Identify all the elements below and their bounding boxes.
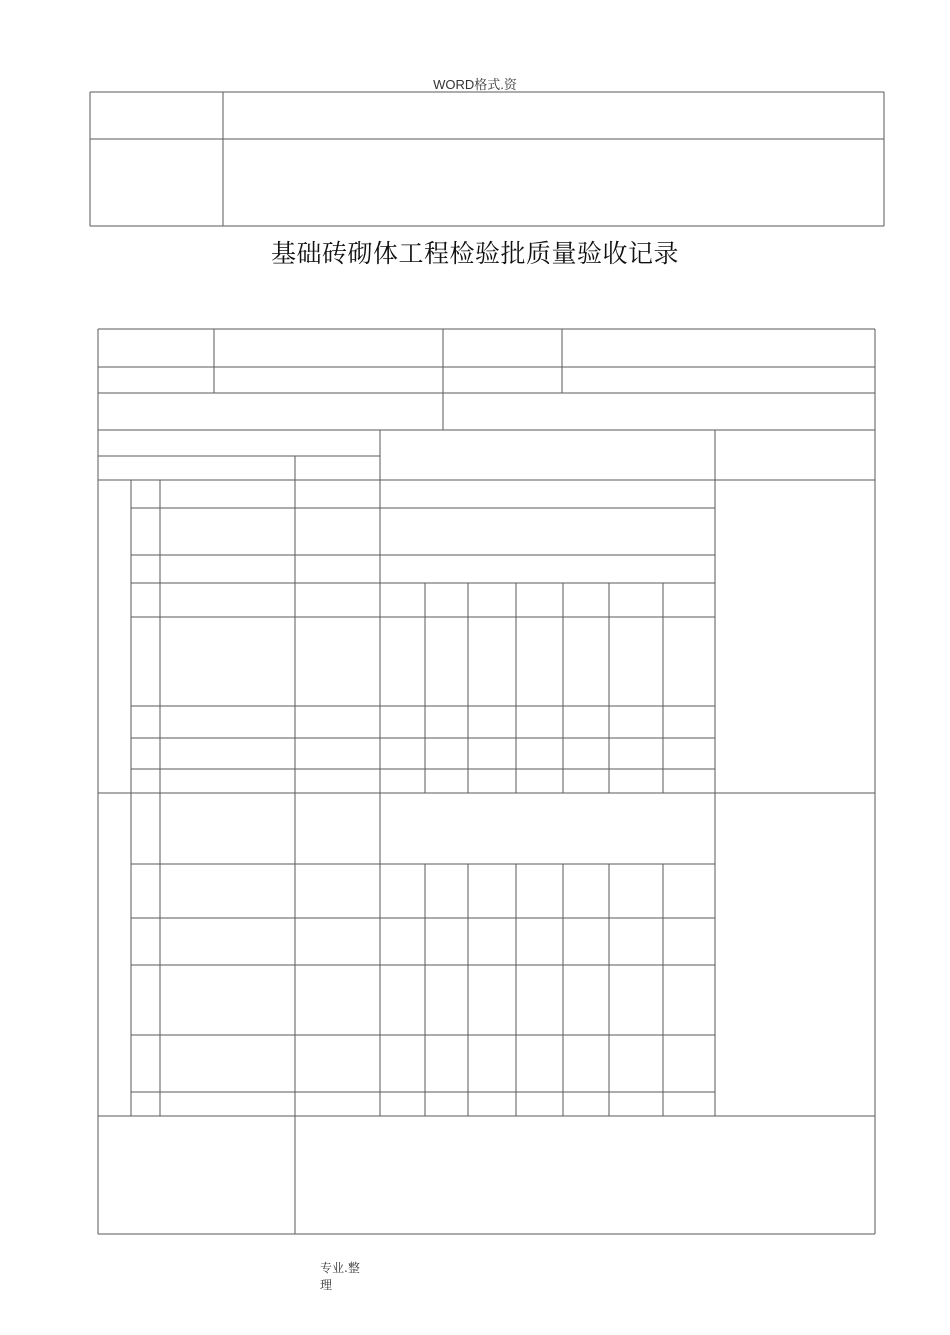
footer-line-2: 理 [320, 1278, 333, 1292]
upper-table [90, 92, 884, 226]
page-title: 基础砖砌体工程检验批质量验收记录 [270, 239, 679, 268]
page-header: WORD格式.资 [433, 77, 517, 92]
inspection-table [98, 329, 875, 1234]
footer-line-1: 专业.整 [320, 1261, 360, 1275]
